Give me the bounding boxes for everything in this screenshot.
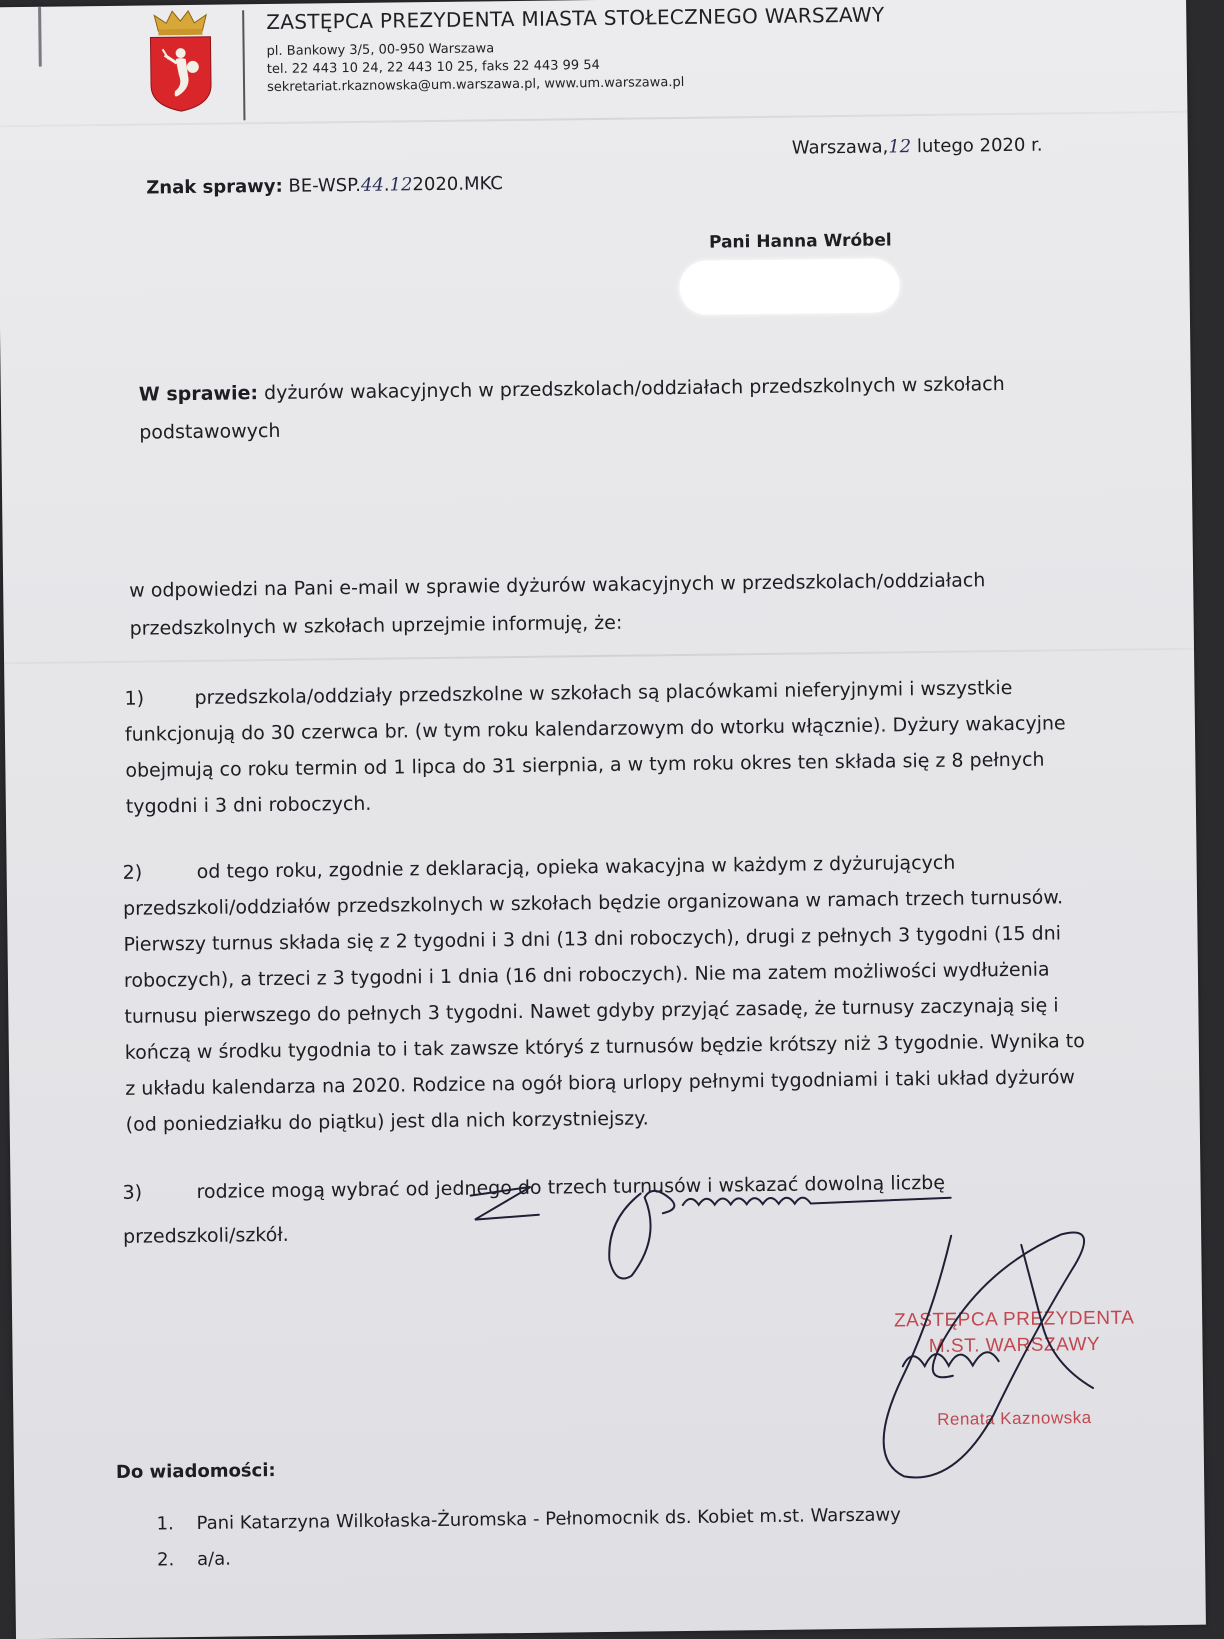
paragraph-line: od tego roku, zgodnie z deklaracją, opieka wakacyjna w każdym z dyżurujących — [196, 851, 956, 883]
cc-number: 1. — [156, 1513, 174, 1535]
cc-item: a/a. — [196, 1548, 232, 1570]
org-contact: sekretariat.rkaznowska@um.warszawa.pl, www.um.warszawa.pl — [266, 74, 685, 96]
paragraph-line: przedszkoli/szkół. — [122, 1223, 289, 1248]
stamp-city: M.ST. WARSZAWY — [928, 1333, 1101, 1358]
org-title: ZASTĘPCA PREZYDENTA MIASTA STOŁECZNEGO WARSZAWY — [266, 2, 885, 35]
list-number: 2) — [122, 861, 143, 884]
stamp-name: Renata Kaznowska — [937, 1408, 1092, 1429]
cc-number: 2. — [156, 1549, 175, 1571]
paragraph-line: turnusu pierwszego do pełnych 3 tygodni. Nawet gdyby przyjąć zasadę, że turnusy zaczynają się i — [124, 994, 1059, 1028]
paper-fold — [0, 111, 1187, 128]
punch-mark — [38, 7, 42, 67]
paragraph-line: rodzice mogą wybrać od jednego do trzech turnusów i wskazać dowolną liczbę — [196, 1171, 946, 1203]
paragraph-line: przedszkoli/oddziałów przedszkolnych w szkołach będzie organizowana w ramach trzech turnusów. — [122, 886, 1064, 920]
paragraph-line: Pierwszy turnus składa się z 2 tygodni i 3 dni (13 dni roboczych), drugi z pełnych 3 tygodni (15 dni — [123, 922, 1062, 956]
paper-fold — [4, 648, 1194, 665]
paragraph-line: z układu kalendarza na 2020. Rodzice na ogół biorą urlopy pełnymi tygodniami i taki układ dyżurów — [125, 1066, 1076, 1100]
warsaw-crest-icon — [144, 9, 217, 114]
org-phone: tel. 22 443 10 24, 22 443 10 25, faks 22 443 99 54 — [266, 57, 600, 78]
paragraph-line: roboczych), a trzeci z 3 tygodni i 1 dnia (16 dni roboczych). Nie ma zatem możliwości wydłużenia — [123, 958, 1050, 992]
header-rule — [242, 10, 245, 120]
paragraph-line: przedszkola/oddziały przedszkolne w szkołach są placówkami nieferyjnymi i wszystkie — [194, 676, 1013, 709]
intro-line: w odpowiedzi na Pani e-mail w sprawie dyżurów wakacyjnych w przedszkolach/oddziałach — [129, 569, 986, 602]
recipient-name: Pani Hanna Wróbel — [708, 230, 892, 253]
redacted-address — [679, 258, 900, 315]
list-number: 3) — [122, 1181, 143, 1204]
cc-item: Pani Katarzyna Wilkołaska-Żuromska - Pełnomocnik ds. Kobiet m.st. Warszawy — [196, 1504, 901, 1534]
stamp-title: ZASTĘPCA PREZYDENTA — [893, 1307, 1135, 1332]
list-number: 1) — [124, 687, 145, 710]
paragraph-line: (od poniedziałku do piątku) jest dla nich korzystniejszy. — [125, 1107, 649, 1136]
handwritten-ref-2: 12 — [389, 174, 413, 196]
subject-line-2: podstawowych — [139, 419, 281, 444]
place-date: Warszawa,12 lutego 2020 r. — [791, 134, 1043, 159]
cc-label: Do wiadomości: — [115, 1460, 276, 1483]
handwritten-signature-icon — [430, 1173, 1154, 1502]
reference-number: Znak sprawy: BE-WSP.44.122020.MKC — [146, 173, 504, 199]
handwritten-ref-1: 44 — [360, 174, 384, 196]
subject-line: W sprawie: dyżurów wakacyjnych w przedszkolach/oddziałach przedszkolnych w szkołach — [138, 373, 1005, 406]
paragraph-line: funkcjonują do 30 czerwca br. (w tym roku kalendarzowym do wtorku włącznie). Dyżury wakacyjne — [124, 712, 1066, 746]
handwritten-day: 12 — [888, 136, 912, 158]
org-address: pl. Bankowy 3/5, 00-950 Warszawa — [266, 41, 495, 60]
paragraph-line: tygodni i 3 dni roboczych. — [125, 792, 372, 818]
paragraph-line: obejmują co roku termin od 1 lipca do 31 sierpnia, a w tym roku okres ten składa się z 8 pełnych — [125, 748, 1045, 782]
paragraph-line: kończą w środku tygodnia to i tak zawsze któryś z turnusów będzie krótszy niż 3 tygodnie. Wynika to — [124, 1030, 1085, 1064]
intro-line: przedszkolnych w szkołach uprzejmie informuję, że: — [129, 611, 623, 640]
